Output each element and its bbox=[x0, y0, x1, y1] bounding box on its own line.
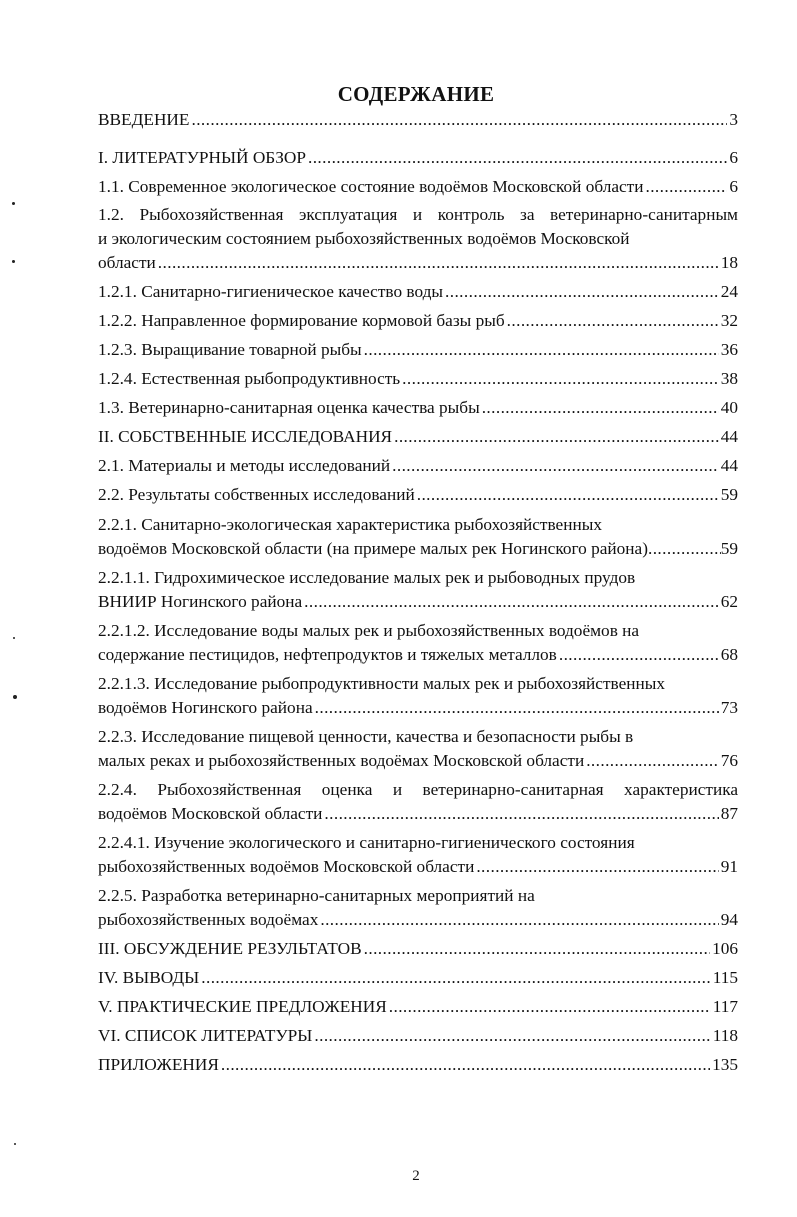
toc-leader bbox=[394, 425, 719, 449]
toc-page-number: 3 bbox=[729, 110, 738, 129]
toc-entry-text-line: 2.2.4. Рыбохозяйственная оценка и ветеринарно-санитарная характеристика bbox=[98, 780, 738, 799]
toc-entry-1-2-1 bbox=[98, 280, 738, 304]
toc-entry-text: водоёмов Ногинского района bbox=[98, 698, 313, 717]
page-number: 2 bbox=[412, 1168, 420, 1184]
toc-entry-text: рыбохозяйственных водоёмах bbox=[98, 910, 319, 929]
toc-leader bbox=[315, 696, 719, 720]
toc-entry-discussion bbox=[98, 937, 738, 961]
toc-entry-text: II. СОБСТВЕННЫЕ ИССЛЕДОВАНИЯ bbox=[98, 427, 393, 446]
toc-entry-text: малых реках и рыбохозяйственных водоёмах Московской области bbox=[98, 751, 585, 770]
scan-speck bbox=[12, 202, 15, 205]
toc-entry-1-2-3 bbox=[98, 338, 738, 362]
toc-entry-conclusions bbox=[98, 966, 738, 990]
scan-speck bbox=[13, 637, 15, 639]
scan-speck bbox=[14, 1143, 16, 1145]
toc-leader bbox=[476, 855, 718, 879]
toc-entry-text: III. ОБСУЖДЕНИЕ РЕЗУЛЬТАТОВ bbox=[98, 939, 362, 958]
toc-entry-text: водоёмов Московской области (на примере малых рек Ногинского района) bbox=[98, 539, 648, 558]
toc-entry-text: 2.1. Материалы и методы исследований bbox=[98, 456, 391, 475]
toc-entry-references bbox=[98, 1024, 738, 1048]
toc-entry-2-2 bbox=[98, 483, 738, 507]
toc-entry-text-line: 2.2.1.2. Исследование воды малых рек и рыбохозяйственных водоёмов на bbox=[98, 621, 640, 640]
toc-leader bbox=[201, 966, 710, 990]
toc-entry-own-research bbox=[98, 425, 738, 449]
toc-leader bbox=[158, 251, 719, 275]
toc-entry-text: 1.2.4. Естественная рыбопродуктивность bbox=[98, 369, 401, 388]
toc-page-number: 91 bbox=[720, 857, 738, 876]
toc-entry-text-line: 2.2.3. Исследование пищевой ценности, качества и безопасности рыбы в bbox=[98, 727, 634, 746]
toc-leader bbox=[324, 802, 718, 826]
toc-page-number: 24 bbox=[720, 282, 738, 301]
toc-entry-text: ПРИЛОЖЕНИЯ bbox=[98, 1055, 219, 1074]
toc-page-number: 62 bbox=[720, 592, 738, 611]
toc-entry-text: содержание пестицидов, нефтепродуктов и тяжелых металлов bbox=[98, 645, 557, 664]
toc-page-number: 135 bbox=[712, 1055, 738, 1074]
toc-leader bbox=[320, 908, 718, 932]
toc-leader bbox=[559, 643, 719, 667]
toc-entry-text: ВВЕДЕНИЕ bbox=[98, 110, 190, 129]
toc-entry-practical-proposals bbox=[98, 995, 738, 1019]
toc-page-number: 118 bbox=[712, 1026, 738, 1045]
toc-leader bbox=[482, 396, 719, 420]
toc-page-number: 40 bbox=[720, 398, 738, 417]
toc-entry-text: 1.1. Современное экологическое состояние водоёмов Московской области bbox=[98, 177, 644, 196]
toc-entry-text-line: 2.2.5. Разработка ветеринарно-санитарных мероприятий на bbox=[98, 886, 535, 905]
toc-leader bbox=[417, 483, 719, 507]
toc-entry-2-2-1-1 bbox=[98, 566, 738, 614]
toc-entry-literature-review bbox=[98, 146, 738, 170]
toc-leader bbox=[389, 995, 711, 1019]
toc-page-number: 44 bbox=[720, 456, 738, 475]
toc-entry-text: 1.2.2. Направленное формирование кормовой базы рыб bbox=[98, 311, 505, 330]
page-title: СОДЕРЖАНИЕ bbox=[337, 82, 495, 106]
toc-entry-text: 1.2.1. Санитарно-гигиеническое качество воды bbox=[98, 282, 443, 301]
toc-entry-text: 1.3. Ветеринарно-санитарная оценка качества рыбы bbox=[98, 398, 480, 417]
toc-entry-1-2-4 bbox=[98, 367, 738, 391]
toc-page-number: 44 bbox=[720, 427, 738, 446]
scan-speck bbox=[12, 260, 15, 263]
toc-leader bbox=[402, 367, 719, 391]
toc-entry-text-line: 2.2.1.1. Гидрохимическое исследование малых рек и рыбоводных прудов bbox=[98, 568, 636, 587]
toc-entry-text: рыбохозяйственных водоёмов Московской области bbox=[98, 857, 475, 876]
toc-entry-2-1 bbox=[98, 454, 738, 478]
toc-entry-2-2-1-2 bbox=[98, 619, 738, 667]
toc-page-number: 18 bbox=[720, 253, 738, 272]
scan-speck bbox=[13, 695, 17, 699]
toc-entry-2-2-4 bbox=[98, 778, 738, 826]
toc-entry-text-line: 2.2.1.3. Исследование рыбопродуктивности малых рек и рыбохозяйственных bbox=[98, 674, 665, 693]
toc-entry-text: области bbox=[98, 253, 156, 272]
toc-page-number: 87 bbox=[720, 804, 738, 823]
toc-entry-2-2-1 bbox=[98, 513, 738, 561]
toc-leader bbox=[304, 590, 719, 614]
toc-leader bbox=[445, 280, 719, 304]
toc-entry-text: V. ПРАКТИЧЕСКИЕ ПРЕДЛОЖЕНИЯ bbox=[98, 997, 387, 1016]
toc-entry-text: VI. СПИСОК ЛИТЕРАТУРЫ bbox=[98, 1026, 313, 1045]
toc-page-number: 76 bbox=[720, 751, 738, 770]
toc-leader bbox=[364, 338, 719, 362]
toc-page-number: 36 bbox=[720, 340, 738, 359]
toc-page-number: 73 bbox=[720, 698, 738, 717]
toc-page-number: 59 bbox=[720, 539, 738, 558]
toc-page-number: 32 bbox=[720, 311, 738, 330]
toc-entry-text-line: 1.2. Рыбохозяйственная эксплуатация и контроль за ветеринарно-санитарным bbox=[98, 205, 738, 224]
toc-page-number: 6 bbox=[729, 148, 738, 167]
toc-entry-1-2 bbox=[98, 203, 738, 275]
toc-page-number: 38 bbox=[720, 369, 738, 388]
toc-entry-text: 1.2.3. Выращивание товарной рыбы bbox=[98, 340, 362, 359]
toc-entry-text: водоёмов Московской области bbox=[98, 804, 323, 823]
toc-page-number: 106 bbox=[712, 939, 738, 958]
toc-entry-2-2-1-3 bbox=[98, 672, 738, 720]
toc-page-number: 94 bbox=[720, 910, 738, 929]
toc-entry-introduction bbox=[98, 108, 738, 132]
toc-leader bbox=[308, 146, 727, 170]
toc-entry-appendices bbox=[98, 1053, 738, 1077]
toc-entry-text-line: 2.2.4.1. Изучение экологического и санитарно-гигиенического состояния bbox=[98, 833, 635, 852]
toc-leader bbox=[586, 749, 719, 773]
toc-leader bbox=[364, 937, 710, 961]
toc-leader bbox=[314, 1024, 710, 1048]
toc-leader bbox=[191, 108, 727, 132]
toc-entry-text-line: и экологическим состоянием рыбохозяйственных водоёмов Московской bbox=[98, 229, 630, 248]
toc-entry-text-line: 2.2.1. Санитарно-экологическая характеристика рыбохозяйственных bbox=[98, 515, 602, 534]
toc-page-number: 115 bbox=[712, 968, 738, 987]
toc-entry-text: ВНИИР Ногинского района bbox=[98, 592, 303, 611]
toc-entry-1-2-2 bbox=[98, 309, 738, 333]
toc-page-number: 6 bbox=[729, 177, 738, 196]
toc-page-number: 117 bbox=[712, 997, 738, 1016]
toc-entry-2-2-3 bbox=[98, 725, 738, 773]
toc-page-number: 68 bbox=[720, 645, 738, 664]
toc-entry-1-1 bbox=[98, 175, 738, 199]
toc-entry-2-2-5 bbox=[98, 884, 738, 932]
toc-leader bbox=[645, 175, 727, 199]
toc-page-number: 59 bbox=[720, 485, 738, 504]
toc-leader bbox=[392, 454, 719, 478]
toc-entry-1-3 bbox=[98, 396, 738, 420]
toc-entry-text: 2.2. Результаты собственных исследований bbox=[98, 485, 415, 504]
toc-leader bbox=[507, 309, 719, 333]
toc-leader bbox=[648, 537, 721, 561]
toc-entry-2-2-4-1 bbox=[98, 831, 738, 879]
toc-entry-text: I. ЛИТЕРАТУРНЫЙ ОБЗОР bbox=[98, 148, 306, 167]
toc-leader bbox=[221, 1053, 710, 1077]
toc-entry-text: IV. ВЫВОДЫ bbox=[98, 968, 200, 987]
